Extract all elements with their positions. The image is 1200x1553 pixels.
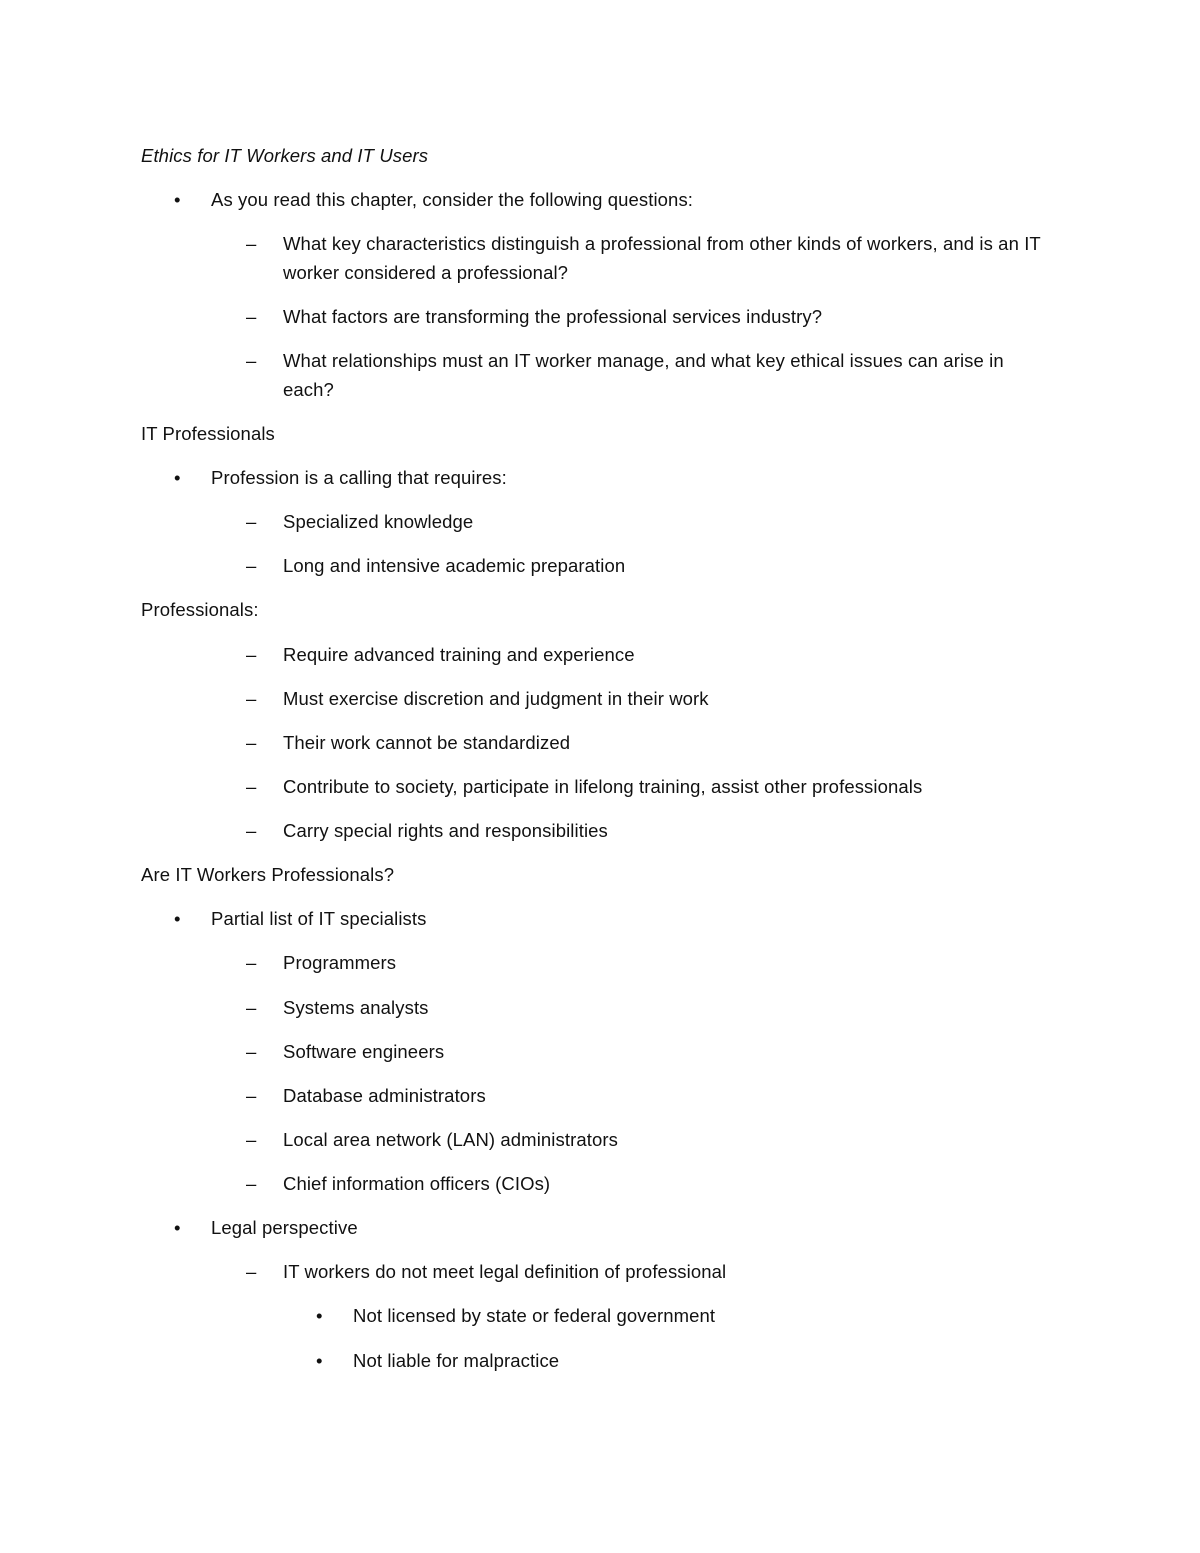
dash-marker: – [246, 952, 257, 973]
list-item: Not licensed by state or federal government [353, 1305, 716, 1326]
intro-question: What relationships must an IT worker manage, and what key ethical issues can arise in each? [283, 350, 1004, 400]
section-heading-it-professionals: IT Professionals [141, 423, 275, 444]
dash-marker: – [246, 1173, 257, 1194]
list-item: Long and intensive academic preparation [283, 555, 626, 576]
dash-marker: – [246, 306, 257, 327]
dash-marker: – [246, 1129, 257, 1150]
dash-marker: – [246, 233, 257, 254]
bullet-marker: • [174, 189, 181, 210]
dash-marker: – [246, 1041, 257, 1062]
list-item: Database administrators [283, 1085, 486, 1106]
specialists-bullet: Partial list of IT specialists [211, 908, 427, 929]
document-title: Ethics for IT Workers and IT Users [141, 145, 429, 166]
dash-marker: – [246, 820, 257, 841]
intro-question: What factors are transforming the professional services industry? [283, 306, 823, 327]
list-item: Specialized knowledge [283, 511, 474, 532]
legal-bullet: Legal perspective [211, 1217, 358, 1238]
intro-bullet: As you read this chapter, consider the following questions: [211, 189, 694, 210]
bullet-marker: • [316, 1305, 323, 1326]
dash-marker: – [246, 511, 257, 532]
list-item: Not liable for malpractice [353, 1350, 560, 1371]
dash-marker: – [246, 644, 257, 665]
dash-marker: – [246, 997, 257, 1018]
list-item: Their work cannot be standardized [283, 732, 571, 753]
list-item: Software engineers [283, 1041, 445, 1062]
bullet-marker: • [174, 1217, 181, 1238]
list-item: IT workers do not meet legal definition of professional [283, 1261, 727, 1282]
bullet-marker: • [174, 908, 181, 929]
dash-marker: – [246, 1261, 257, 1282]
dash-marker: – [246, 555, 257, 576]
bullet-marker: • [174, 467, 181, 488]
dash-marker: – [246, 350, 257, 371]
dash-marker: – [246, 732, 257, 753]
list-item: Systems analysts [283, 997, 429, 1018]
profession-bullet: Profession is a calling that requires: [211, 467, 507, 488]
dash-marker: – [246, 1085, 257, 1106]
list-item: Must exercise discretion and judgment in their work [283, 688, 709, 709]
bullet-marker: • [316, 1350, 323, 1371]
list-item: Chief information officers (CIOs) [283, 1173, 551, 1194]
list-item: Require advanced training and experience [283, 644, 635, 665]
list-item: Carry special rights and responsibilities [283, 820, 608, 841]
list-item: Local area network (LAN) administrators [283, 1129, 618, 1150]
dash-marker: – [246, 688, 257, 709]
list-item: Contribute to society, participate in lifelong training, assist other professionals [283, 776, 923, 797]
dash-marker: – [246, 776, 257, 797]
list-item: Programmers [283, 952, 397, 973]
section-heading-professionals: Professionals: [141, 599, 259, 620]
section-heading-are-it-workers: Are IT Workers Professionals? [141, 864, 395, 885]
intro-question: What key characteristics distinguish a professional from other kinds of workers, and is an IT worker considered a professional? [283, 233, 1041, 283]
